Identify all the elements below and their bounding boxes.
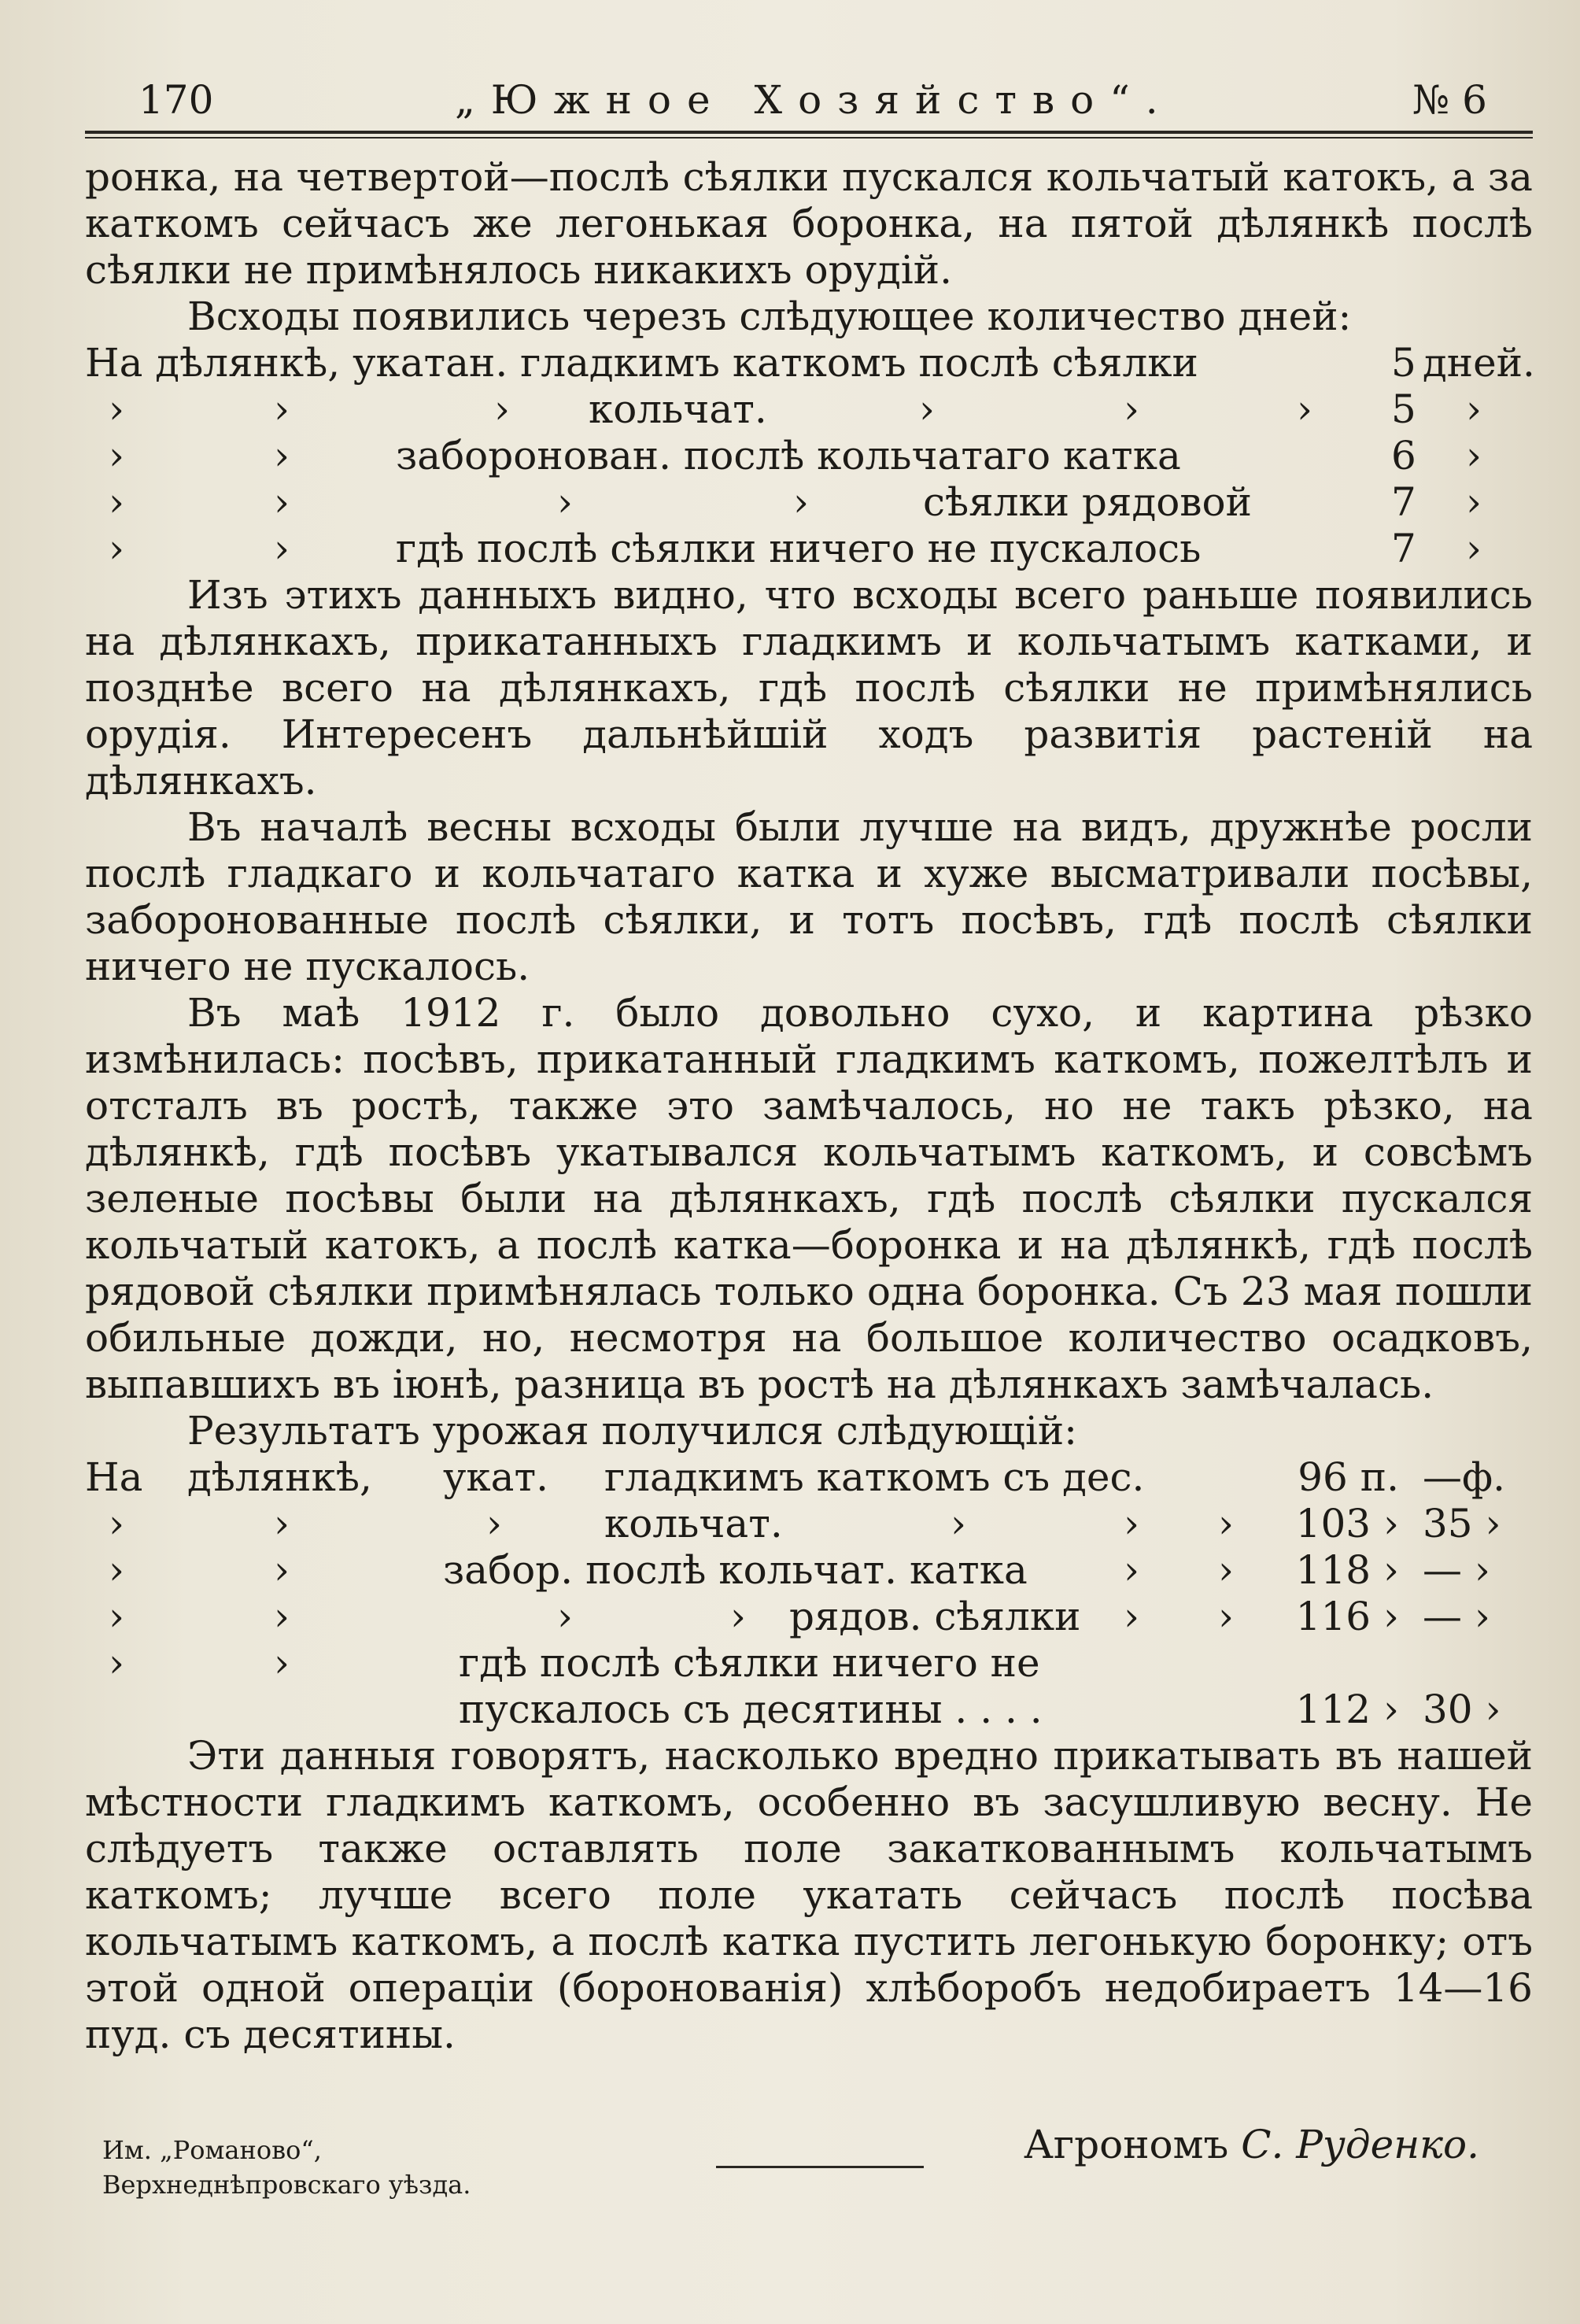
row-label: На — [85, 1454, 143, 1500]
yield-pud: 118 › — [1295, 1547, 1399, 1593]
emergence-table — [85, 340, 1533, 572]
signature — [1024, 2122, 1479, 2168]
ditto-mark: › — [274, 386, 290, 432]
row-text: сѣялки рядовой — [923, 479, 1252, 525]
ditto-mark: › — [109, 1501, 124, 1546]
ditto-mark: › — [109, 1594, 124, 1639]
paragraph-7: Эти данныя говорятъ, насколько вредно прикатывать въ нашей мѣстности гладкимъ каткомъ, особенно въ засушливую весну. Не слѣдуетъ также оставлять поле закаткованнымъ кольчатымъ каткомъ; лучше всего поле укатать сейчасъ послѣ посѣва кольчатымъ каткомъ, а послѣ катка пустить легонькую боронку; отъ этой одной операціи (боронованія) хлѣборобъ недобираетъ 14—16 пуд. съ десятины. — [85, 1733, 1533, 2057]
ditto-mark: › — [1218, 1594, 1234, 1639]
row-text: На дѣлянкѣ, укатан. гладкимъ каткомъ послѣ сѣялки — [85, 340, 1198, 386]
paragraph-3: Изъ этихъ данныхъ видно, что всходы всего раньше появились на дѣлянкахъ, прикатанныхъ гладкимъ и кольчатымъ катками, и позднѣе всего на дѣлянкахъ, гдѣ послѣ сѣялки не примѣнялись орудія. Интересенъ дальнѣйшій ходъ развитія растеній на дѣлянкахъ. — [85, 572, 1533, 804]
yield-funt: — › — [1423, 1547, 1490, 1593]
ditto-mark: › — [486, 1501, 502, 1546]
row-label: укат. — [443, 1454, 549, 1500]
row-text: гладкимъ каткомъ съ дес. — [604, 1454, 1145, 1500]
header-rule-thin — [85, 137, 1533, 139]
yield-pud: 116 › — [1295, 1594, 1399, 1639]
row-unit: › — [1466, 526, 1482, 571]
yield-pud: 103 › — [1295, 1501, 1399, 1546]
yield-table — [85, 1454, 1533, 1733]
ditto-mark: › — [274, 1501, 290, 1546]
ditto-mark: › — [1218, 1547, 1234, 1593]
yield-funt: — › — [1423, 1594, 1490, 1639]
ditto-mark: › — [1297, 386, 1312, 432]
paragraph-1: ронка, на четвертой—послѣ сѣялки пускался кольчатый катокъ, а за каткомъ сейчасъ же легонькая боронка, на пятой дѣлянкѣ послѣ сѣялки не примѣнялось никакихъ орудій. — [85, 154, 1533, 293]
closing-rule — [716, 2166, 924, 2168]
page-number: 170 — [138, 77, 214, 123]
row-text: пускалось съ десятины . . . . — [459, 1687, 1043, 1732]
row-value: 7 — [1391, 479, 1416, 525]
row-value: 5 — [1391, 386, 1416, 432]
ditto-mark: › — [274, 526, 290, 571]
row-unit: › — [1466, 386, 1482, 432]
ditto-mark: › — [557, 479, 573, 525]
row-text: кольчат. — [589, 386, 767, 432]
emergence-row — [85, 433, 1533, 479]
running-header — [85, 72, 1533, 127]
yield-funt: 30 › — [1423, 1687, 1501, 1732]
row-text: забор. послѣ кольчат. катка — [443, 1547, 1028, 1593]
paragraph-6-intro: Результатъ урожая получился слѣдующій: — [187, 1408, 1078, 1454]
article-body — [85, 154, 1533, 2058]
yield-row — [85, 1454, 1533, 1501]
footer-location — [102, 2133, 471, 2202]
paragraph-4: Въ началѣ весны всходы были лучше на видъ, дружнѣе росли послѣ гладкаго и кольчатаго катка и хуже высматривали посѣвы, заборонованные послѣ сѣялки, и тотъ посѣвъ, гдѣ послѣ сѣялки ничего не пускалось. — [85, 804, 1533, 989]
ditto-mark: › — [557, 1594, 573, 1639]
ditto-mark: › — [1124, 386, 1139, 432]
paragraph-5: Въ маѣ 1912 г. было довольно сухо, и картина рѣзко измѣнилась: посѣвъ, прикатанный гладкимъ каткомъ, пожелтѣлъ и отсталъ въ ростѣ, также это замѣчалось, но не такъ рѣзко, на дѣлянкѣ, гдѣ посѣвъ укатывался кольчатымъ каткомъ, и совсѣмъ зеленые посѣвы были на дѣлянкахъ, гдѣ послѣ сѣялки пускался кольчатый катокъ, а послѣ катка—боронка и на дѣлянкѣ, гдѣ послѣ рядовой сѣялки примѣнялась только одна боронка. Съ 23 мая пошли обильные дожди, но, несмотря на большое количество осадковъ, выпавшихъ въ іюнѣ, разница въ ростѣ на дѣлянкахъ замѣчалась. — [85, 990, 1533, 1407]
ditto-mark: › — [730, 1594, 746, 1639]
ditto-mark: › — [109, 386, 124, 432]
ditto-mark: › — [274, 479, 290, 525]
ditto-mark: › — [109, 433, 124, 478]
ditto-mark: › — [109, 1640, 124, 1686]
row-text: гдѣ послѣ сѣялки ничего не пускалось — [396, 526, 1202, 571]
ditto-mark: › — [951, 1501, 966, 1546]
ditto-mark: › — [1218, 1501, 1234, 1546]
emergence-row — [85, 526, 1533, 572]
journal-title: „Южное Хозяйство“. — [455, 77, 1174, 123]
row-value: 6 — [1391, 433, 1416, 478]
row-text: заборонован. послѣ кольчатаго катка — [396, 433, 1181, 478]
author-name: С. Руденко. — [1241, 2122, 1479, 2167]
yield-funt: 35 › — [1423, 1501, 1501, 1546]
ditto-mark: › — [793, 479, 809, 525]
paragraph-2-intro: Всходы появились черезъ слѣдующее количество дней: — [187, 294, 1352, 339]
ditto-mark: › — [494, 386, 510, 432]
ditto-mark: › — [1124, 1594, 1139, 1639]
row-text: кольчат. — [604, 1501, 783, 1546]
ditto-mark: › — [1124, 1547, 1139, 1593]
yield-row — [85, 1640, 1533, 1687]
yield-row — [85, 1687, 1533, 1733]
footer-district: Верхнеднѣпровскаго уѣзда. — [102, 2170, 471, 2200]
row-text: гдѣ послѣ сѣялки ничего не — [459, 1640, 1040, 1686]
ditto-mark: › — [109, 526, 124, 571]
ditto-mark: › — [274, 1640, 290, 1686]
emergence-row — [85, 386, 1533, 433]
ditto-mark: › — [274, 1547, 290, 1593]
yield-row — [85, 1501, 1533, 1547]
yield-funt: —ф. — [1423, 1454, 1506, 1500]
ditto-mark: › — [109, 1547, 124, 1593]
row-label: дѣлянкѣ, — [187, 1454, 372, 1500]
yield-row — [85, 1547, 1533, 1594]
ditto-mark: › — [1124, 1501, 1139, 1546]
issue-number: № 6 — [1412, 77, 1487, 123]
ditto-mark: › — [109, 479, 124, 525]
row-text: рядов. сѣялки — [789, 1594, 1081, 1639]
ditto-mark: › — [919, 386, 935, 432]
emergence-row — [85, 340, 1533, 386]
yield-pud: 96 п. — [1298, 1454, 1399, 1500]
ditto-mark: › — [274, 1594, 290, 1639]
emergence-row — [85, 479, 1533, 526]
header-rule-thick — [85, 131, 1533, 134]
row-value: 5 — [1391, 340, 1416, 386]
footer-estate: Им. „Романово“, — [102, 2135, 322, 2165]
row-value: 7 — [1391, 526, 1416, 571]
row-unit: › — [1466, 433, 1482, 478]
yield-row — [85, 1594, 1533, 1640]
yield-pud: 112 › — [1295, 1687, 1399, 1732]
row-unit: дней. — [1423, 340, 1535, 386]
ditto-mark: › — [274, 433, 290, 478]
author-role: Агрономъ — [1024, 2122, 1229, 2167]
row-unit: › — [1466, 479, 1482, 525]
